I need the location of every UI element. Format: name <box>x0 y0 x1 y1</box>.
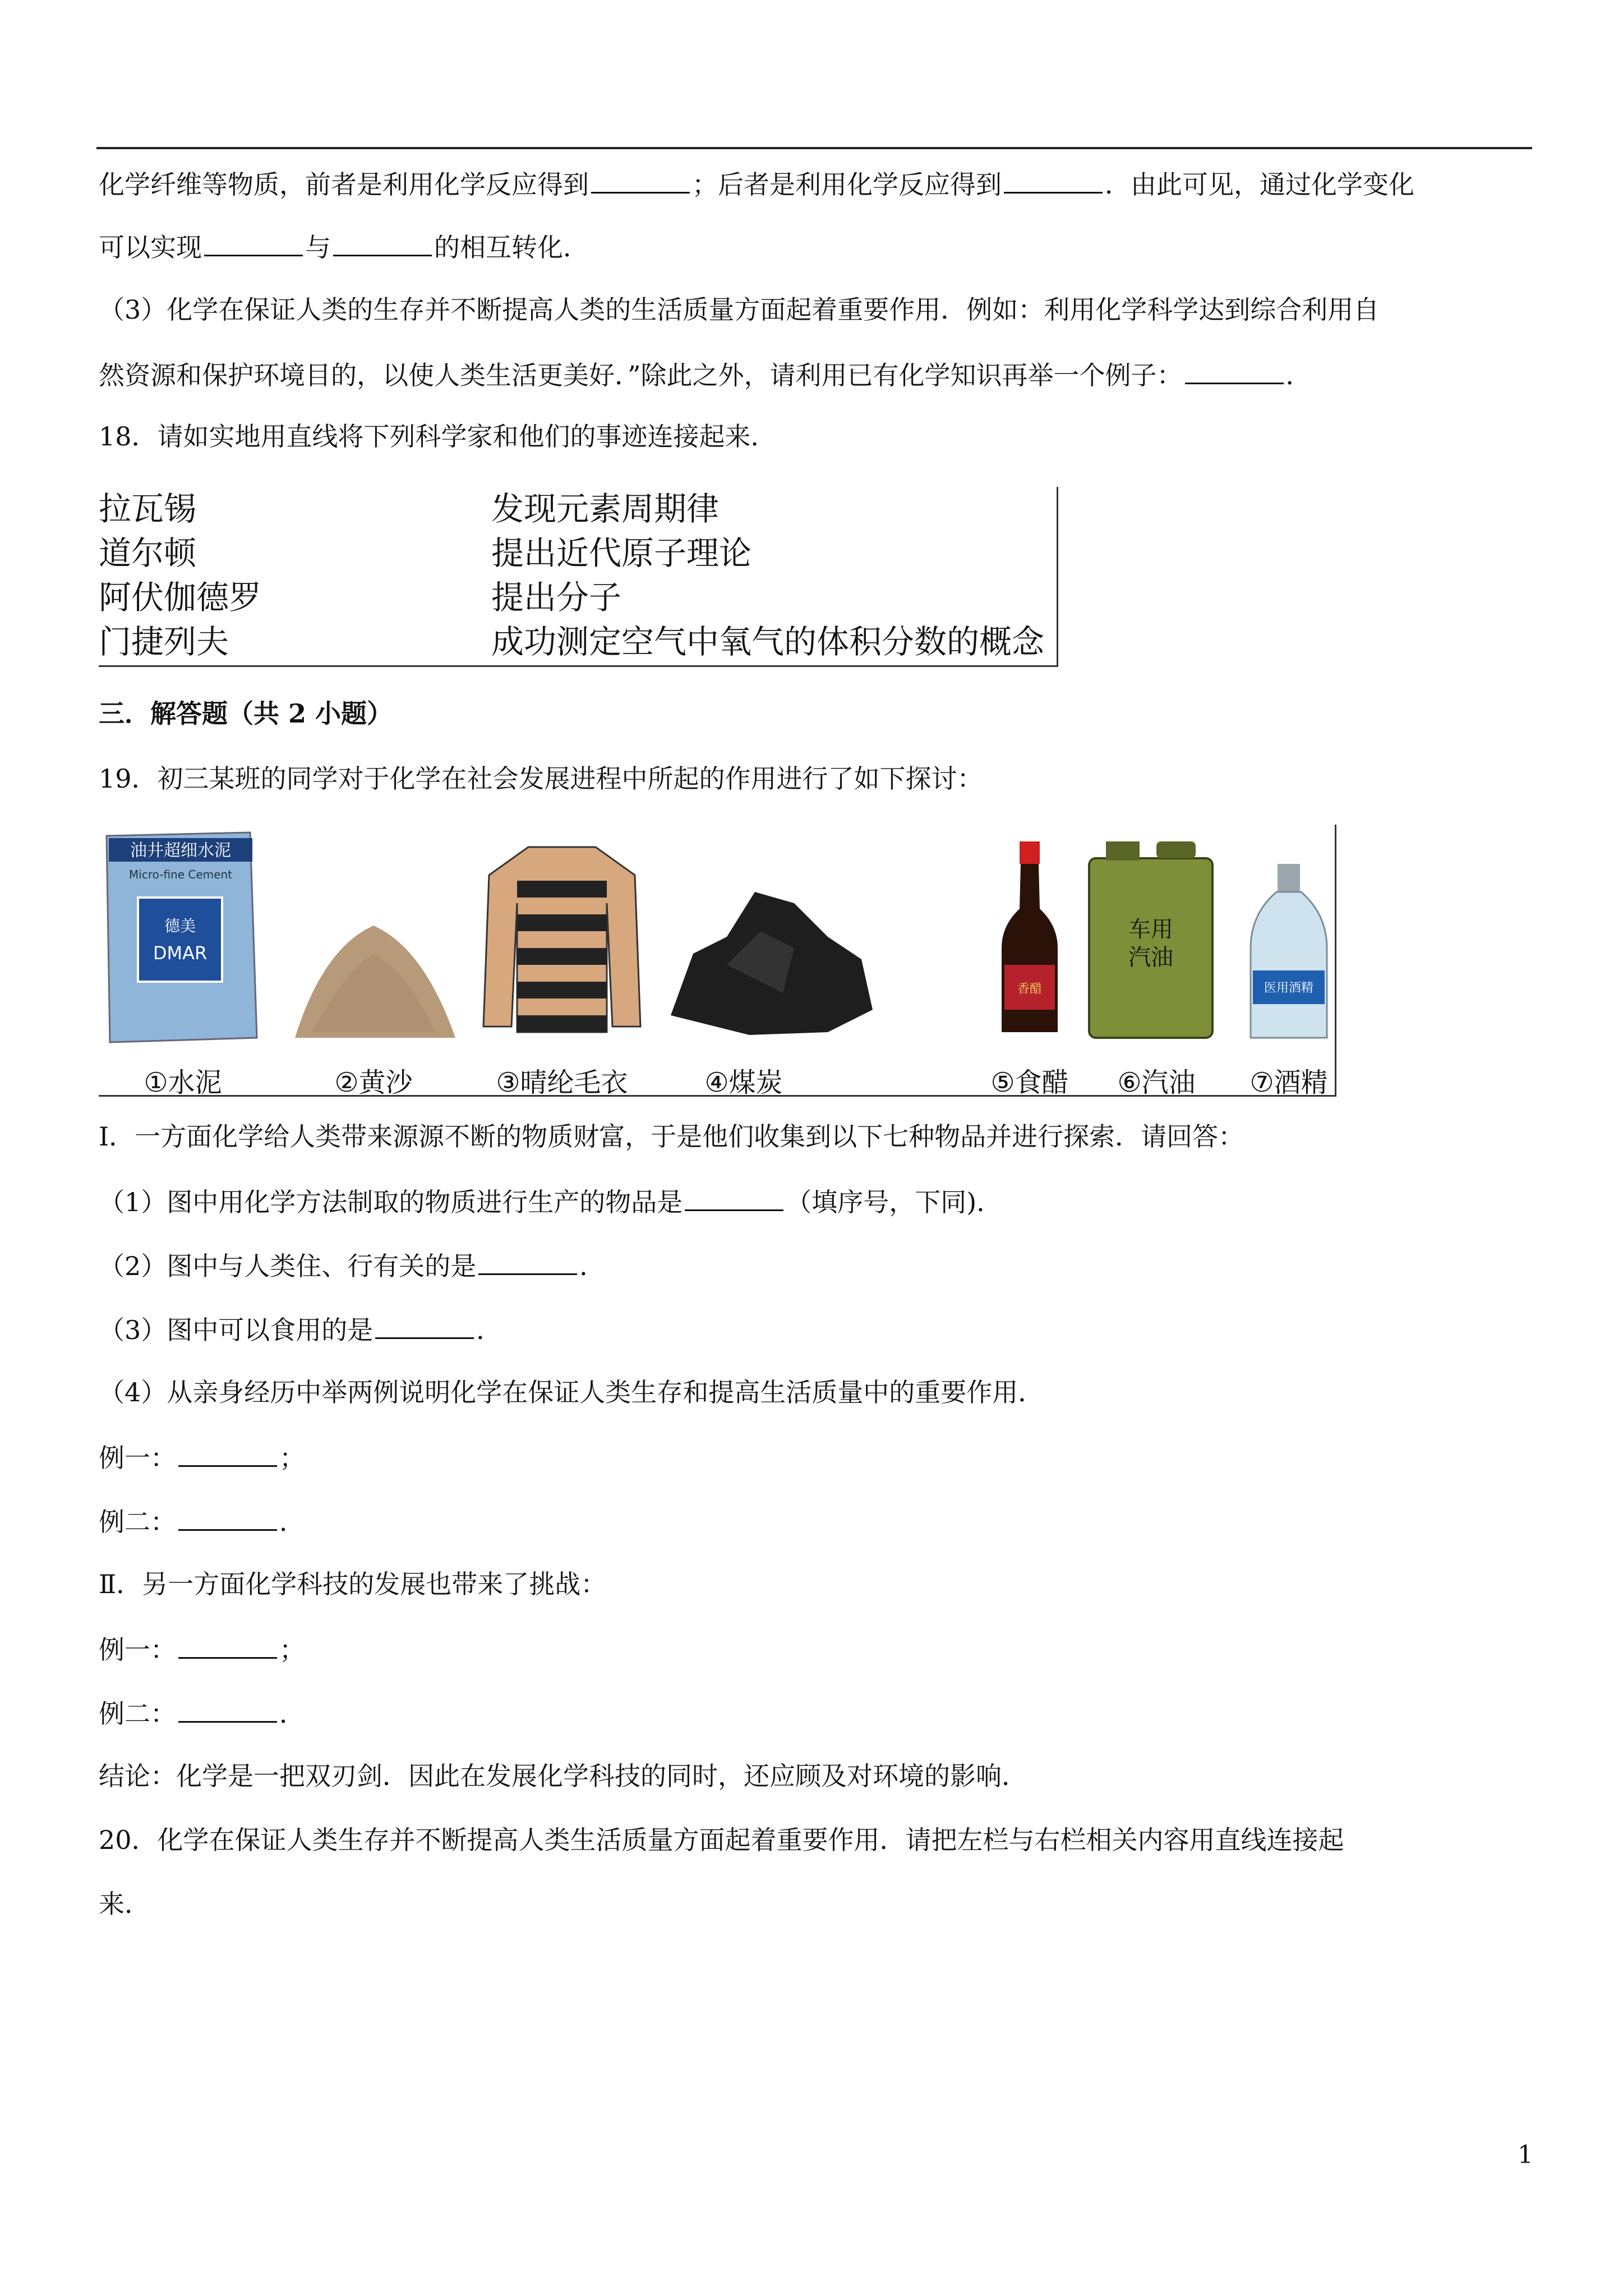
answer-blank[interactable] <box>178 1695 277 1723</box>
deed-item[interactable]: 发现元素周期律 <box>491 490 720 528</box>
q19-sub2: （2）图中与人类住、行有关的是 ． <box>99 1248 605 1283</box>
header-rule <box>96 147 1532 149</box>
svg-text:DMAR: DMAR <box>153 942 208 964</box>
svg-text:汽油: 汽油 <box>1128 945 1173 970</box>
scientist-item[interactable]: 道尔顿 <box>99 534 197 572</box>
answer-blank[interactable] <box>178 1439 277 1467</box>
scientist-item[interactable]: 门捷列夫 <box>99 623 229 661</box>
q17-line2: 可以实现 与 的相互转化． <box>99 229 589 264</box>
vinegar-item <box>974 825 1086 1098</box>
q19-conclusion: 结论：化学是一把双刃剑．因此在发展化学科技的同时，还应顾及对环境的影响． <box>99 1761 1027 1791</box>
q19-example1: 例一： ； <box>99 1439 305 1475</box>
cement-bag-icon <box>99 825 267 1049</box>
item-label: ④煤炭 <box>704 1067 783 1098</box>
coal-item <box>660 825 828 1098</box>
alcohol-bottle-icon <box>1243 825 1335 1060</box>
q17-line1: 化学纤维等物质，前者是利用化学反应得到 ；后者是利用化学反应得到 ．由此可见，通过化学变化 <box>99 166 1414 201</box>
q19-sub4: （4）从亲身经历中举两例说明化学在保证人类生存和提高生活质量中的重要作用． <box>99 1377 1044 1407</box>
svg-text:医用酒精: 医用酒精 <box>1264 981 1314 995</box>
sand-pile-icon <box>289 825 458 1060</box>
svg-text:德美: 德美 <box>164 917 196 935</box>
q19-sub3: （3）图中可以食用的是 ． <box>99 1312 502 1347</box>
sweater-icon <box>478 825 646 1060</box>
item-label: ⑥汽油 <box>1117 1067 1196 1098</box>
item-label: ⑤食醋 <box>990 1067 1069 1098</box>
q19-part1: Ⅰ．一方面化学给人类带来源源不断的物质财富，于是他们收集到以下七种物品并进行探索．请回答： <box>99 1121 1244 1152</box>
q17-line4: 然资源和保护环境目的，以使人类生活更美好．”除此之外，请利用已有化学知识再举一个例子： ． <box>99 357 1312 392</box>
deed-item[interactable]: 成功测定空气中氧气的体积分数的概念 <box>491 623 1045 661</box>
svg-text:Micro-fine Cement: Micro-fine Cement <box>129 868 232 881</box>
q19-example4: 例二： ． <box>99 1695 305 1731</box>
item-label: ③晴纶毛衣 <box>496 1067 628 1098</box>
svg-text:油井超细水泥: 油井超细水泥 <box>130 841 231 861</box>
item-label: ①水泥 <box>144 1067 222 1098</box>
sweater-item <box>478 825 646 1098</box>
deed-item[interactable]: 提出分子 <box>491 578 622 616</box>
q19-example3: 例一： ； <box>99 1631 305 1667</box>
q17-part3: （3）化学在保证人类的生存并不断提高人类的生活质量方面起着重要作用．例如：利用化学科学达到综合利用自 <box>99 295 1380 325</box>
item-label: ②黄沙 <box>334 1067 413 1098</box>
scientist-matching-table <box>99 487 1058 667</box>
deed-column <box>491 487 1044 664</box>
answer-blank[interactable] <box>375 1312 474 1339</box>
answer-blank[interactable] <box>204 229 303 256</box>
q19-sub1: （1）图中用化学方法制取的物质进行生产的物品是 （填序号，下同)． <box>99 1184 1002 1219</box>
q19-text: 19．初三某班的同学对于化学在社会发展进程中所起的作用进行了如下探讨： <box>99 763 983 794</box>
q20-line1: 20．化学在保证人类生存并不断提高人类生活质量方面起着重要作用．请把左栏与右栏相关内容用直线连接起 <box>99 1825 1344 1855</box>
vinegar-bottle-icon <box>974 825 1086 1060</box>
answer-blank[interactable] <box>685 1184 783 1211</box>
svg-text:车用: 车用 <box>1128 917 1173 942</box>
alcohol-item <box>1243 825 1335 1098</box>
answer-blank[interactable] <box>178 1503 277 1531</box>
answer-blank[interactable] <box>478 1248 577 1275</box>
answer-blank[interactable] <box>178 1631 277 1659</box>
q19-example2: 例二： ． <box>99 1503 305 1539</box>
gasoline-item <box>1072 825 1241 1098</box>
items-photo-strip <box>99 825 1336 1097</box>
svg-text:香醋: 香醋 <box>1017 982 1043 996</box>
scientist-column <box>99 487 261 664</box>
answer-blank[interactable] <box>591 166 690 194</box>
q19-part2: Ⅱ．另一方面化学科技的发展也带来了挑战： <box>99 1569 607 1599</box>
answer-blank[interactable] <box>333 229 432 256</box>
gasoline-can-icon <box>1072 825 1241 1060</box>
page-number: 1 <box>1518 2141 1533 2169</box>
deed-item[interactable]: 提出近代原子理论 <box>491 534 752 572</box>
item-label: ⑦酒精 <box>1249 1067 1328 1098</box>
sand-item <box>289 825 458 1098</box>
scientist-item[interactable]: 拉瓦锡 <box>99 490 197 528</box>
answer-blank[interactable] <box>1185 357 1284 384</box>
q18-text: 18．请如实地用直线将下列科学家和他们的事迹连接起来． <box>99 421 777 452</box>
q20-line2: 来． <box>99 1889 150 1919</box>
cement-item <box>99 825 267 1098</box>
scientist-item[interactable]: 阿伏伽德罗 <box>99 578 262 616</box>
section-heading: 三．解答题（共 2 小题） <box>99 698 393 729</box>
coal-icon <box>660 825 884 1060</box>
answer-blank[interactable] <box>1004 166 1103 194</box>
